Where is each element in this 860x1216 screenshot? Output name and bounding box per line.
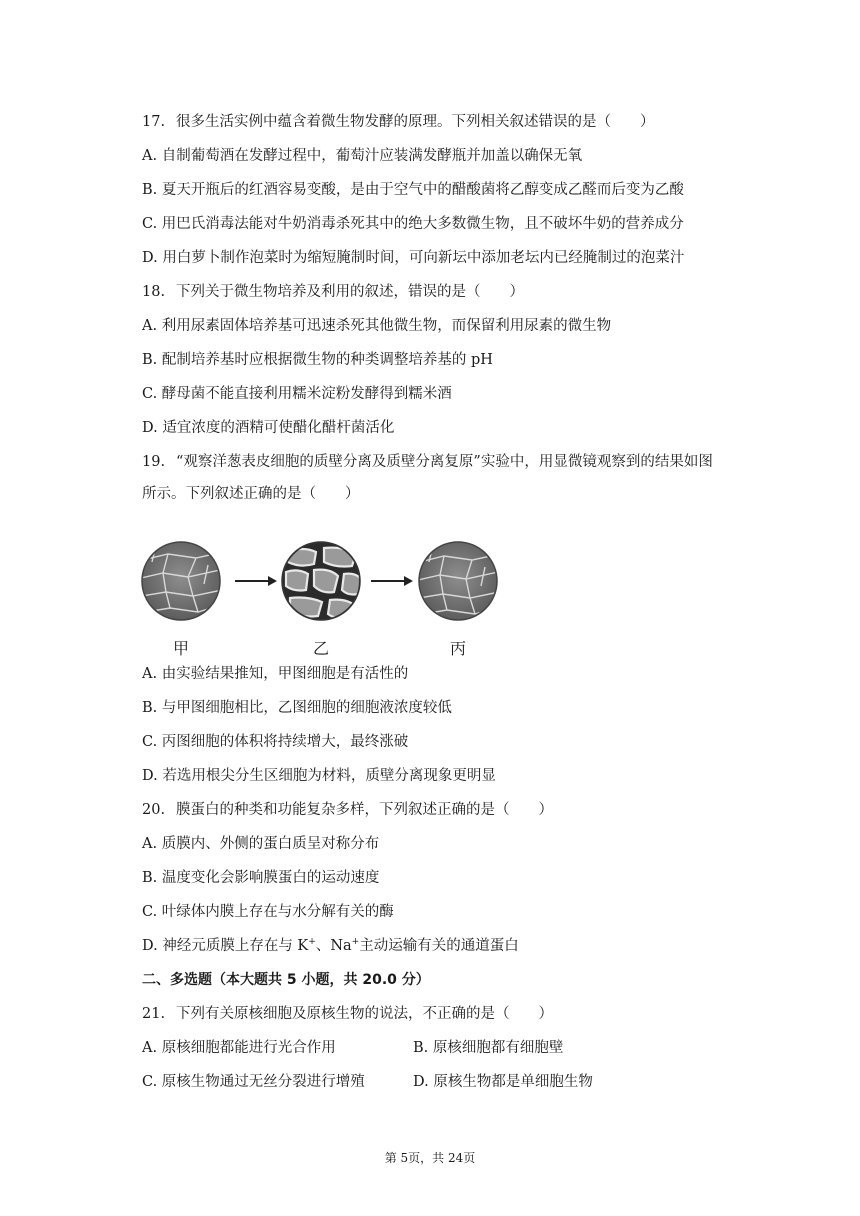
q19-stem-line2: 所示。下列叙述正确的是（ ） xyxy=(142,486,360,502)
figure-label-bing: 丙 xyxy=(450,639,467,658)
q20-option-d-text-2: 、Na xyxy=(315,938,352,954)
arrow-right-icon xyxy=(235,576,277,586)
superscript-plus: + xyxy=(351,937,360,948)
q18-stem-text: 下列关于微生物培养及利用的叙述，错误的是（ ） xyxy=(176,284,524,300)
q19-stem-line1 xyxy=(142,452,713,472)
q17-option-a: A. 自制葡萄酒在发酵过程中，葡萄汁应装满发酵瓶并加盖以确保无氧 xyxy=(142,148,583,164)
q20-option-b: B. 温度变化会影响膜蛋白的运动速度 xyxy=(142,870,380,886)
q18-stem xyxy=(142,282,524,302)
q18-option-d: D. 适宜浓度的酒精可使醋化醋杆菌活化 xyxy=(142,420,395,436)
q20-option-c: C. 叶绿体内膜上存在与水分解有关的酶 xyxy=(142,904,394,920)
plasmolysis-figure xyxy=(138,540,508,660)
section-heading-multiple-choice: 二、多选题（本大题共 5 小题，共 20.0 分） xyxy=(142,972,430,988)
q20-stem xyxy=(142,800,553,820)
arrow-right-icon xyxy=(371,576,413,586)
q21-option-a: A. 原核细胞都能进行光合作用 xyxy=(142,1040,336,1056)
q18-option-a: A. 利用尿素固体培养基可迅速杀死其他微生物，而保留利用尿素的微生物 xyxy=(142,318,612,334)
q17-option-b: B. 夏天开瓶后的红酒容易变酸，是由于空气中的醋酸菌将乙醇变成乙醛而后变为乙酸 xyxy=(142,182,684,198)
q20-option-d-text-3: 主动运输有关的通道蛋白 xyxy=(359,938,519,954)
q21-stem-text: 下列有关原核细胞及原核生物的说法，不正确的是（ ） xyxy=(176,1006,553,1022)
q21-number: 21. xyxy=(142,1006,166,1022)
q20-number: 20. xyxy=(142,802,166,818)
q17-number: 17. xyxy=(142,114,166,130)
superscript-plus: + xyxy=(308,937,316,948)
q20-option-a: A. 质膜内、外侧的蛋白质呈对称分布 xyxy=(142,836,380,852)
micrograph-bing xyxy=(418,542,500,620)
q17-option-c: C. 用巴氏消毒法能对牛奶消毒杀死其中的绝大多数微生物，且不破坏牛奶的营养成分 xyxy=(142,216,684,232)
q20-option-d-text-1: D. 神经元质膜上存在与 K xyxy=(142,938,309,954)
micrograph-yi xyxy=(278,540,368,630)
q19-option-d: D. 若选用根尖分生区细胞为材料，质壁分离现象更明显 xyxy=(142,768,496,784)
q17-stem xyxy=(142,112,655,132)
q21-option-c: C. 原核生物通过无丝分裂进行增殖 xyxy=(142,1074,365,1090)
page-number: 第 5页，共 24页 xyxy=(384,1151,476,1165)
q19-option-c: C. 丙图细胞的体积将持续增大，最终涨破 xyxy=(142,734,409,750)
micrograph-jia xyxy=(141,542,223,620)
q20-option-d xyxy=(142,936,519,956)
q18-option-b: B. 配制培养基时应根据微生物的种类调整培养基的 pH xyxy=(142,352,493,368)
figure-label-yi: 乙 xyxy=(313,639,330,658)
q18-number: 18. xyxy=(142,284,166,300)
q20-stem-text: 膜蛋白的种类和功能复杂多样，下列叙述正确的是（ ） xyxy=(176,802,553,818)
q19-option-b: B. 与甲图细胞相比，乙图细胞的细胞液浓度较低 xyxy=(142,700,452,716)
q18-option-c: C. 酵母菌不能直接利用糯米淀粉发酵得到糯米酒 xyxy=(142,386,452,402)
q19-stem-text1: “观察洋葱表皮细胞的质壁分离及质壁分离复原”实验中，用显微镜观察到的结果如图 xyxy=(176,454,713,470)
figure-label-jia: 甲 xyxy=(173,639,190,658)
q19-option-a: A. 由实验结果推知，甲图细胞是有活性的 xyxy=(142,666,409,682)
q21-stem xyxy=(142,1004,553,1024)
q17-stem-text: 很多生活实例中蕴含着微生物发酵的原理。下列相关叙述错误的是（ ） xyxy=(176,114,655,130)
q19-number: 19. xyxy=(142,454,166,470)
q21-option-d: D. 原核生物都是单细胞生物 xyxy=(413,1074,593,1090)
q17-option-d: D. 用白萝卜制作泡菜时为缩短腌制时间，可向新坛中添加老坛内已经腌制过的泡菜汁 xyxy=(142,250,685,266)
q21-option-b: B. 原核细胞都有细胞壁 xyxy=(413,1040,564,1056)
